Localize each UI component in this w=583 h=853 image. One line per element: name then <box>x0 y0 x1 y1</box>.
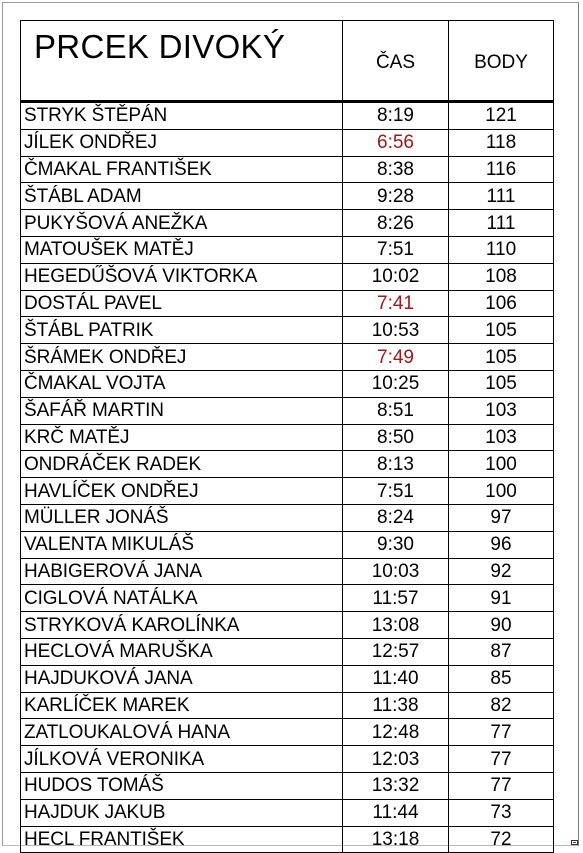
competitor-time: 11:44 <box>343 799 449 826</box>
competitor-time: 8:24 <box>343 504 449 531</box>
table-row <box>21 504 554 531</box>
competitor-name: HAJDUK JAKUB <box>21 799 343 826</box>
competitor-points: 110 <box>449 236 554 263</box>
table-row <box>21 585 554 612</box>
competitor-name: HUDOS TOMÁŠ <box>21 772 343 799</box>
competitor-points: 77 <box>449 719 554 746</box>
table-row <box>21 156 554 183</box>
competitor-points: 91 <box>449 585 554 612</box>
table-row <box>21 102 554 130</box>
competitor-name: HEGEDŰŠOVÁ VIKTORKA <box>21 263 343 290</box>
header-row <box>21 21 554 102</box>
time-column-header: ČAS <box>343 21 449 102</box>
competitor-points: 121 <box>449 102 554 130</box>
competitor-time: 12:03 <box>343 746 449 773</box>
competitor-time: 10:02 <box>343 263 449 290</box>
competitor-points: 97 <box>449 504 554 531</box>
table-row <box>21 826 554 853</box>
table-row <box>21 799 554 826</box>
competitor-name: ŠTÁBL ADAM <box>21 183 343 210</box>
competitor-time: 13:32 <box>343 772 449 799</box>
table-row <box>21 531 554 558</box>
competitor-time: 13:08 <box>343 612 449 639</box>
table-row <box>21 290 554 317</box>
table-row <box>21 210 554 237</box>
competitor-name: HAVLÍČEK ONDŘEJ <box>21 478 343 505</box>
results-table <box>20 20 554 853</box>
table-row <box>21 344 554 371</box>
competitor-time: 11:57 <box>343 585 449 612</box>
table-row <box>21 451 554 478</box>
competitor-points: 92 <box>449 558 554 585</box>
table-row <box>21 183 554 210</box>
competitor-time: 8:38 <box>343 156 449 183</box>
competitor-name: ŠTÁBL PATRIK <box>21 317 343 344</box>
table-row <box>21 263 554 290</box>
competitor-time: 7:51 <box>343 236 449 263</box>
competitor-time: 12:57 <box>343 638 449 665</box>
competitor-time: 9:30 <box>343 531 449 558</box>
competitor-name: HAJDUKOVÁ JANA <box>21 665 343 692</box>
competitor-time: 7:41 <box>343 290 449 317</box>
competitor-points: 103 <box>449 397 554 424</box>
table-row <box>21 558 554 585</box>
competitor-name: ZATLOUKALOVÁ HANA <box>21 719 343 746</box>
competitor-points: 105 <box>449 344 554 371</box>
competitor-time: 9:28 <box>343 183 449 210</box>
competitor-points: 111 <box>449 183 554 210</box>
table-row <box>21 612 554 639</box>
competitor-name: CIGLOVÁ NATÁLKA <box>21 585 343 612</box>
corner-mark-icon <box>571 840 578 845</box>
competitor-time: 10:03 <box>343 558 449 585</box>
competitor-name: STRYKOVÁ KAROLÍNKA <box>21 612 343 639</box>
competitor-points: 73 <box>449 799 554 826</box>
competitor-name: STRYK ŠTĚPÁN <box>21 102 343 130</box>
competitor-time: 10:53 <box>343 317 449 344</box>
competitor-time: 13:18 <box>343 826 449 853</box>
competitor-points: 82 <box>449 692 554 719</box>
competitor-points: 87 <box>449 638 554 665</box>
competitor-name: ONDRÁČEK RADEK <box>21 451 343 478</box>
table-row <box>21 746 554 773</box>
competitor-name: MATOUŠEK MATĚJ <box>21 236 343 263</box>
competitor-name: KRČ MATĚJ <box>21 424 343 451</box>
competitor-name: JÍLKOVÁ VERONIKA <box>21 746 343 773</box>
competitor-name: ČMAKAL FRANTIŠEK <box>21 156 343 183</box>
table-row <box>21 478 554 505</box>
competitor-name: HECL FRANTIŠEK <box>21 826 343 853</box>
competitor-points: 96 <box>449 531 554 558</box>
competitor-time: 12:48 <box>343 719 449 746</box>
competitor-points: 103 <box>449 424 554 451</box>
competitor-points: 85 <box>449 665 554 692</box>
competitor-time: 11:40 <box>343 665 449 692</box>
table-row <box>21 129 554 156</box>
table-row <box>21 638 554 665</box>
competitor-name: ŠAFÁŘ MARTIN <box>21 397 343 424</box>
table-row <box>21 424 554 451</box>
table-row <box>21 692 554 719</box>
competitor-points: 106 <box>449 290 554 317</box>
competitor-name: VALENTA MIKULÁŠ <box>21 531 343 558</box>
competitor-name: MÜLLER JONÁŠ <box>21 504 343 531</box>
competitor-time: 8:51 <box>343 397 449 424</box>
competitor-name: PUKYŠOVÁ ANEŽKA <box>21 210 343 237</box>
competitor-time: 10:25 <box>343 370 449 397</box>
competitor-points: 118 <box>449 129 554 156</box>
points-column-header: BODY <box>449 21 554 102</box>
table-row <box>21 370 554 397</box>
competitor-time: 8:26 <box>343 210 449 237</box>
competitor-name: ČMAKAL VOJTA <box>21 370 343 397</box>
competitor-time: 11:38 <box>343 692 449 719</box>
results-body <box>21 102 554 853</box>
table-row <box>21 236 554 263</box>
competitor-time: 6:56 <box>343 129 449 156</box>
table-title: PRCEK DIVOKÝ <box>21 21 343 102</box>
competitor-points: 77 <box>449 746 554 773</box>
competitor-name: KARLÍČEK MAREK <box>21 692 343 719</box>
competitor-points: 105 <box>449 370 554 397</box>
competitor-name: HABIGEROVÁ JANA <box>21 558 343 585</box>
competitor-points: 105 <box>449 317 554 344</box>
competitor-points: 100 <box>449 478 554 505</box>
competitor-time: 8:13 <box>343 451 449 478</box>
competitor-name: ŠRÁMEK ONDŘEJ <box>21 344 343 371</box>
competitor-points: 116 <box>449 156 554 183</box>
competitor-time: 8:19 <box>343 102 449 130</box>
competitor-points: 77 <box>449 772 554 799</box>
competitor-points: 108 <box>449 263 554 290</box>
competitor-time: 7:51 <box>343 478 449 505</box>
table-row <box>21 719 554 746</box>
competitor-points: 111 <box>449 210 554 237</box>
competitor-name: DOSTÁL PAVEL <box>21 290 343 317</box>
competitor-name: HECLOVÁ MARUŠKA <box>21 638 343 665</box>
table-row <box>21 665 554 692</box>
competitor-time: 7:49 <box>343 344 449 371</box>
competitor-points: 72 <box>449 826 554 853</box>
competitor-points: 100 <box>449 451 554 478</box>
competitor-points: 90 <box>449 612 554 639</box>
competitor-name: JÍLEK ONDŘEJ <box>21 129 343 156</box>
table-row <box>21 317 554 344</box>
competitor-time: 8:50 <box>343 424 449 451</box>
table-row <box>21 772 554 799</box>
table-row <box>21 397 554 424</box>
